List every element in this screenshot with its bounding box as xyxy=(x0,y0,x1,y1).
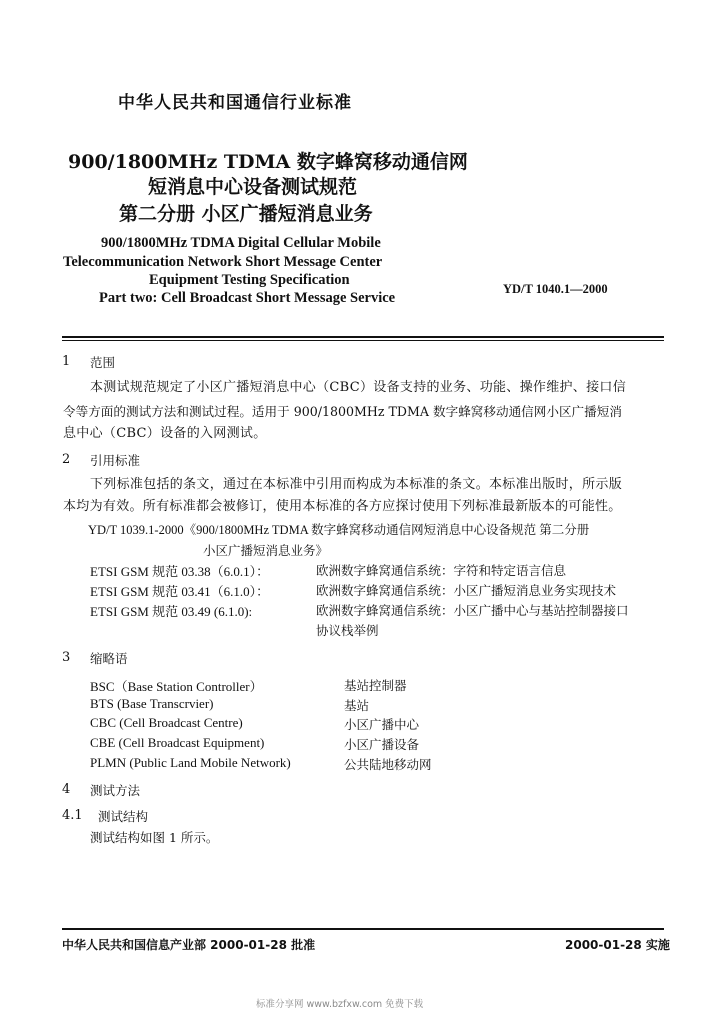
abbr-bts-cn: 基站 xyxy=(344,698,370,713)
title-en-line3: Equipment Testing Specification xyxy=(149,272,350,288)
section-4-1-number: 4.1 xyxy=(62,808,83,823)
footer-rule xyxy=(62,928,664,930)
section-2-line1: 下列标准包括的条文，通过在本标准中引用而构成为本标准的条文。本标准出版时，所示版 xyxy=(90,477,623,492)
title-cn-line2: 短消息中心设备测试规范 xyxy=(148,176,358,198)
section-2-number: 2 xyxy=(62,452,71,467)
section-1-line1: 本测试规范规定了小区广播短消息中心（CBC）设备支持的业务、功能、操作维护、接口信 xyxy=(90,380,626,395)
abbr-plmn-cn: 公共陆地移动网 xyxy=(344,757,432,772)
section-4-1-text: 测试结构如图 1 所示。 xyxy=(90,830,219,845)
section-2-title: 引用标准 xyxy=(90,453,141,468)
title-cn-line3: 第二分册 小区广播短消息业务 xyxy=(119,203,373,225)
reference-2-code: ETSI GSM 规范 03.38（6.0.1）： xyxy=(90,564,270,579)
abbr-bsc: BSC（Base Station Controller） xyxy=(90,679,263,694)
watermark: 标准分享网 www.bzfxw.com 免费下载 xyxy=(256,999,424,1010)
section-3-title: 缩略语 xyxy=(90,651,128,666)
title-en-line2: Telecommunication Network Short Message Center xyxy=(63,254,383,270)
top-rule-thick xyxy=(62,336,664,338)
abbr-cbe: CBE (Cell Broadcast Equipment) xyxy=(90,735,265,750)
effective-date: 2000-01-28 实施 xyxy=(565,938,670,952)
abbr-cbe-cn: 小区广播设备 xyxy=(344,737,420,752)
title-en-line4: Part two: Cell Broadcast Short Message Service xyxy=(99,290,396,306)
reference-4-code: ETSI GSM 规范 03.49 (6.1.0): xyxy=(90,604,253,619)
reference-1-continuation: 小区广播短消息业务》 xyxy=(203,543,329,558)
approval-text: 中华人民共和国信息产业部 2000-01-28 批准 xyxy=(62,938,316,952)
reference-3-desc: 欧洲数字蜂窝通信系统：小区广播短消息业务实现技术 xyxy=(316,583,617,598)
title-cn-line1: 900/1800MHz TDMA 数字蜂窝移动通信网 xyxy=(68,151,468,173)
section-4-number: 4 xyxy=(62,782,71,797)
top-rule-thin xyxy=(62,340,664,341)
section-4-1-title: 测试结构 xyxy=(98,809,149,824)
abbr-cbc-cn: 小区广播中心 xyxy=(344,717,420,732)
reference-3-code: ETSI GSM 规范 03.41（6.1.0）： xyxy=(90,584,270,599)
reference-4-desc-continuation: 协议栈举例 xyxy=(316,623,379,638)
reference-1: YD/T 1039.1-2000《900/1800MHz TDMA 数字蜂窝移动通信网短消息中心设备规范 第二分册 xyxy=(88,523,590,537)
reference-4-desc: 欧洲数字蜂窝通信系统：小区广播中心与基站控制器接口 xyxy=(316,603,629,618)
abbr-cbc: CBC (Cell Broadcast Centre) xyxy=(90,715,243,730)
issuer-header: 中华人民共和国通信行业标准 xyxy=(118,93,352,113)
section-1-line3: 息中心（CBC）设备的入网测试。 xyxy=(63,426,267,441)
section-4-title: 测试方法 xyxy=(90,783,141,798)
standard-number: YD/T 1040.1—2000 xyxy=(503,282,608,296)
abbr-plmn: PLMN (Public Land Mobile Network) xyxy=(90,755,291,770)
title-en-line1: 900/1800MHz TDMA Digital Cellular Mobile xyxy=(101,235,381,251)
section-2-line2: 本均为有效。所有标准都会被修订，使用本标准的各方应探讨使用下列标准最新版本的可能性。 xyxy=(63,499,622,514)
section-1-number: 1 xyxy=(62,354,71,369)
section-3-number: 3 xyxy=(62,650,71,665)
section-1-line2: 令等方面的测试方法和测试过程。适用于 900/1800MHz TDMA 数字蜂窝移动通信网小区广播短消 xyxy=(63,404,622,419)
abbr-bts: BTS (Base Transcrvier) xyxy=(90,696,214,711)
reference-2-desc: 欧洲数字蜂窝通信系统：字符和特定语言信息 xyxy=(316,563,567,578)
section-1-title: 范围 xyxy=(90,355,116,370)
abbr-bsc-cn: 基站控制器 xyxy=(344,678,407,693)
